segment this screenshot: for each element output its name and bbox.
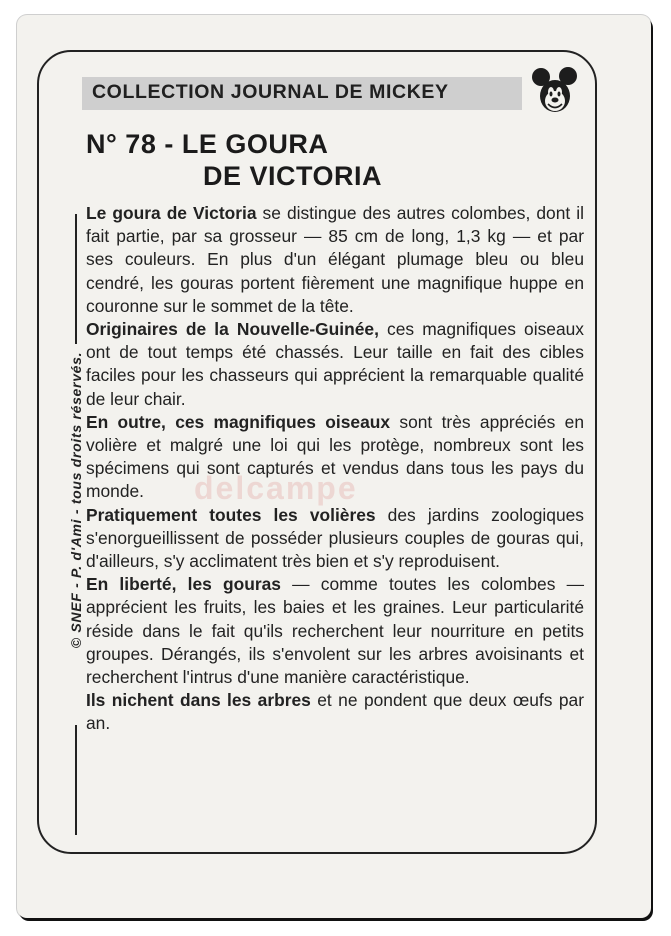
paragraph-text: sont très appréciés en volière et malgré une loi qui les protège, nombreux sont les spécimens qui sont capturés et vendus dans tous les pays du monde. — [86, 411, 584, 502]
paragraph-lead: Le goura de Victoria — [86, 203, 257, 223]
title-line-1: N° 78 - LE GOURA — [86, 129, 329, 159]
paragraph-text: — comme toutes les colombes — apprécient les fruits, les baies et les graines. Leur particularité réside dans le fait qu'ils recherchent leur nourriture en petits groupes. Dérangés, ils s'envolent sur les arbres avoisinants et recherchent l'intrus d'une manière caractéristique. — [86, 574, 584, 688]
paragraph-lead: Originaires de la Nouvelle-Guinée, — [86, 319, 379, 340]
paragraph — [86, 573, 584, 689]
paragraph-lead: En liberté, les gouras — [86, 574, 281, 595]
mickey-head-icon — [528, 66, 580, 116]
side-rule-top — [75, 214, 77, 344]
paragraph — [86, 202, 584, 318]
copyright-note: © SNEF - P. d'Ami - tous droits réservés. — [68, 351, 84, 649]
paragraph-text: des jardins zoologiques s'enorgueillissent de posséder plusieurs couples de gouras qui, d'ailleurs, s'y acclimatent très bien et s'y reproduisent. — [86, 504, 584, 572]
title-line-2: DE VICTORIA — [203, 161, 383, 191]
watermark: delcampe — [194, 470, 358, 506]
collection-title: COLLECTION JOURNAL DE MICKEY — [92, 81, 449, 103]
paragraph — [86, 318, 584, 411]
description — [86, 202, 584, 736]
paragraph-lead: Pratiquement toutes les volières — [86, 504, 376, 525]
paragraph — [86, 504, 584, 574]
paragraph-text: ces magnifiques oiseaux ont de tout temps été chassés. Leur taille en fait des cibles faciles pour les chasseurs qui apprécient la remarquable qualité de leur chair. — [86, 319, 584, 409]
card-title — [86, 128, 382, 192]
paragraph-text: et ne pondent que deux œufs par an. — [86, 690, 585, 734]
paragraph — [86, 689, 584, 735]
side-rule-bottom — [75, 725, 77, 835]
paragraph-lead: En outre, ces magnifiques oiseaux — [86, 411, 391, 432]
paragraph-lead: Ils nichent dans les arbres — [86, 690, 311, 711]
paragraph-text: se distingue des autres colombes, dont il fait partie, par sa grosseur — 85 cm de long, 1,3 kg — et par ses couleurs. En plus d'un élégant plumage bleu ou bleu cendré, les gouras portent fièrement une magnifique huppe en couronne sur le sommet de la tête. — [86, 203, 584, 316]
paragraph — [86, 411, 584, 504]
